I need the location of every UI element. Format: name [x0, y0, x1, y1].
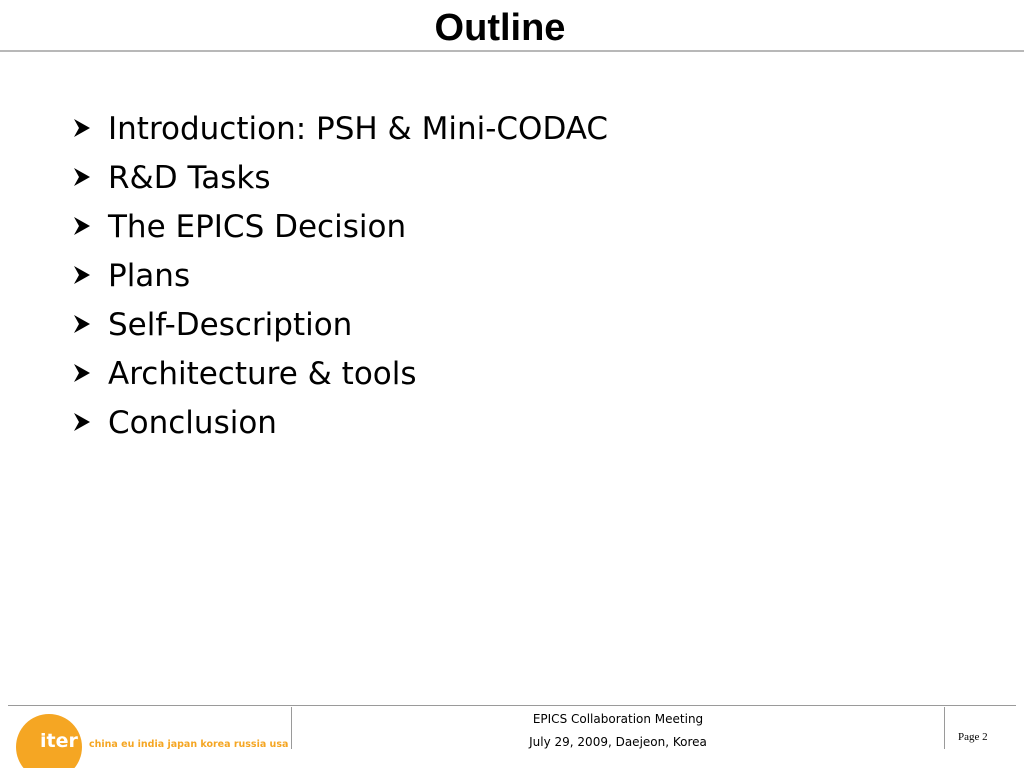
bullet-text: Architecture & tools: [108, 355, 417, 392]
arrowhead-bullet-icon: [72, 411, 108, 435]
page-number: Page 2: [958, 731, 988, 743]
arrowhead-bullet-icon: [72, 117, 108, 141]
footer-event-name: EPICS Collaboration Meeting: [532, 712, 704, 726]
footer-date-location: July 29, 2009, Daejeon, Korea: [529, 735, 707, 749]
bullet-item: [72, 398, 608, 447]
bullet-item: [72, 153, 608, 202]
slide-footer: [0, 705, 1024, 768]
arrowhead-bullet-icon: [72, 215, 108, 239]
footer-event-info: [292, 711, 944, 757]
arrowhead-bullet-icon: [72, 313, 108, 337]
arrowhead-bullet-icon: [72, 362, 108, 386]
footer-separator-right: [944, 707, 945, 749]
arrowhead-bullet-icon: [72, 166, 108, 190]
bullet-item: [72, 349, 608, 398]
bullet-text: Introduction: PSH & Mini-CODAC: [108, 110, 609, 147]
bullet-item: [72, 300, 608, 349]
slide-title: Outline: [434, 7, 566, 49]
bullet-text: Plans: [108, 257, 191, 294]
bullet-item: [72, 104, 608, 153]
bullet-text: The EPICS Decision: [108, 208, 407, 245]
logo-wordmark: iter: [40, 730, 78, 752]
bullet-text: R&D Tasks: [108, 159, 271, 196]
arrowhead-bullet-icon: [72, 264, 108, 288]
bullet-list: [72, 104, 608, 447]
iter-logo: [0, 705, 290, 768]
title-divider: [0, 50, 1024, 52]
logo-tagline: china eu india japan korea russia usa: [89, 739, 289, 750]
bullet-item: [72, 251, 608, 300]
bullet-text: Self-Description: [108, 306, 353, 343]
bullet-item: [72, 202, 608, 251]
bullet-text: Conclusion: [108, 404, 277, 441]
